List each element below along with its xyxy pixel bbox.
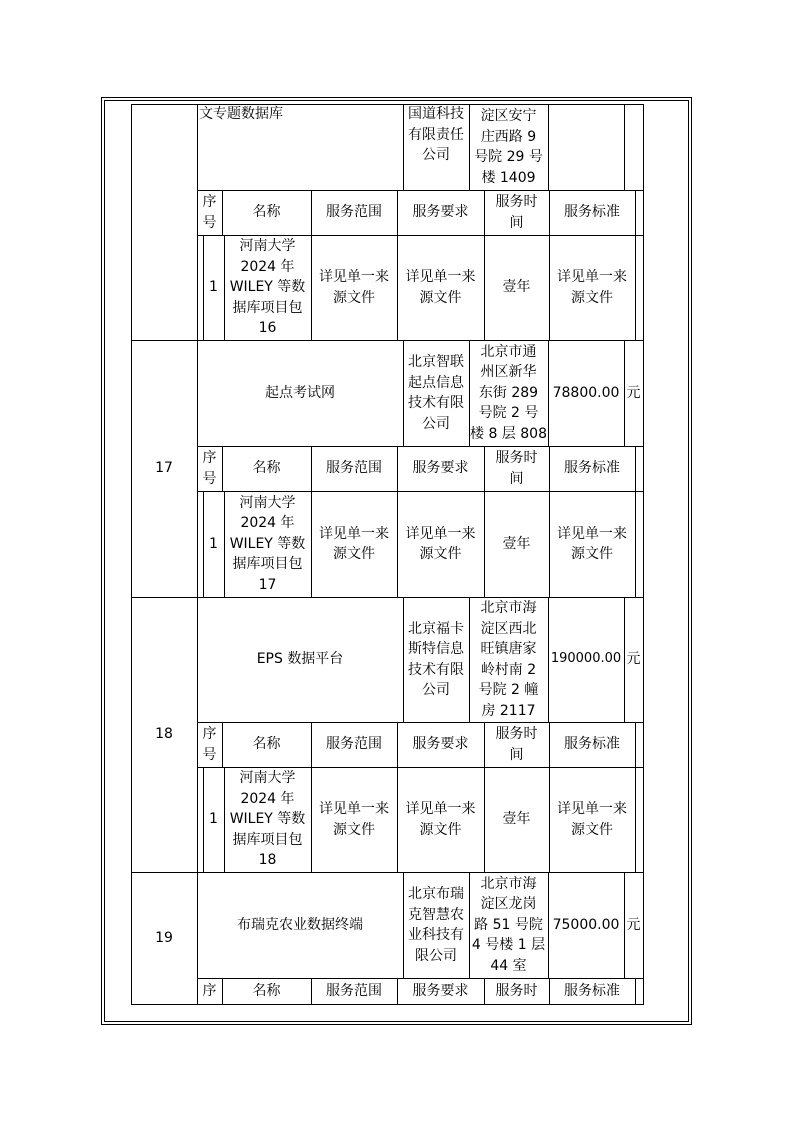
amount: 78800.00 (552, 384, 620, 401)
item-name: 河南大学 2024 年 WILEY 等数 据库项目包 17 (229, 494, 306, 593)
header-scope: 服务范围 (326, 982, 382, 999)
item-seq: 1 (209, 535, 218, 552)
item-standard: 详见单一来 源文件 (557, 269, 627, 306)
amount-unit: 元 (626, 384, 641, 401)
item-seq: 1 (209, 279, 218, 296)
header-time: 服务时 (495, 982, 538, 999)
header-requirement: 服务要求 (412, 982, 469, 999)
item-time: 壹年 (502, 535, 531, 552)
amount: 75000.00 (552, 916, 620, 933)
header-name: 名称 (252, 460, 281, 477)
item-scope: 详见单一来 源文件 (319, 269, 389, 306)
header-standard: 服务标准 (564, 736, 620, 753)
header-requirement: 服务要求 (412, 460, 469, 477)
header-requirement: 服务要求 (412, 204, 469, 221)
item-scope: 详见单一来 源文件 (319, 525, 389, 562)
supplier-name: 北京福卡 斯特信息 技术有限 公司 (408, 620, 464, 698)
project-title: 起点考试网 (265, 384, 335, 401)
header-scope: 服务范围 (326, 736, 382, 753)
header-name: 名称 (252, 736, 281, 753)
item-requirement: 详见单一来 源文件 (405, 801, 476, 838)
supplier-address: 北京市通 州区新华 东街 289 号院 2 号 楼 8 层 808 (470, 343, 547, 442)
item-seq: 1 (209, 811, 218, 828)
amount-unit: 元 (626, 651, 641, 668)
header-standard: 服务标准 (564, 982, 620, 999)
supplier-address: 北京市海 淀区龙岗 路 51 号院 4 号楼 1 层 44 室 (471, 875, 546, 974)
supplier-address: 淀区安宁 庄西路 9 号院 29 号 楼 1409 (474, 108, 543, 186)
project-title: EPS 数据平台 (256, 651, 344, 668)
header-seq: 序 号 (202, 726, 217, 763)
header-seq: 序 (202, 982, 217, 999)
row-number: 17 (155, 460, 173, 477)
item-standard: 详见单一来 源文件 (557, 525, 627, 562)
supplier-name: 北京布瑞 克智慧农 业科技有 限公司 (408, 886, 464, 964)
supplier-address: 北京市海 淀区西北 旺镇唐家 岭村南 2 号院 2 幢 房 2117 (478, 600, 539, 719)
row-number: 19 (155, 929, 173, 946)
header-scope: 服务范围 (326, 460, 382, 477)
header-requirement: 服务要求 (412, 736, 469, 753)
header-standard: 服务标准 (564, 460, 620, 477)
header-scope: 服务范围 (326, 204, 382, 221)
item-requirement: 详见单一来 源文件 (405, 269, 476, 306)
item-name: 河南大学 2024 年 WILEY 等数 据库项目包 18 (229, 770, 306, 869)
project-title-fragment: 文专题数据库 (199, 106, 283, 122)
item-scope: 详见单一来 源文件 (319, 801, 389, 838)
header-standard: 服务标准 (564, 204, 620, 221)
project-title: 布瑞克农业数据终端 (237, 916, 363, 933)
supplier-name: 国道科技 有限责任 公司 (408, 106, 464, 163)
amount-unit: 元 (626, 916, 641, 933)
supplier-name: 北京智联 起点信息 技术有限 公司 (408, 354, 464, 432)
item-standard: 详见单一来 源文件 (557, 801, 627, 838)
item-time: 壹年 (502, 279, 531, 296)
header-time: 服务时 间 (495, 726, 538, 763)
header-name: 名称 (252, 982, 281, 999)
header-time: 服务时 间 (495, 194, 538, 231)
header-name: 名称 (252, 204, 281, 221)
header-seq: 序 号 (202, 450, 217, 487)
amount: 190000.00 (550, 651, 622, 667)
header-time: 服务时 间 (495, 450, 538, 487)
item-time: 壹年 (502, 811, 531, 828)
header-seq: 序 号 (202, 194, 217, 231)
item-requirement: 详见单一来 源文件 (405, 525, 476, 562)
item-name: 河南大学 2024 年 WILEY 等数 据库项目包 16 (229, 238, 306, 337)
row-number: 18 (155, 726, 173, 743)
